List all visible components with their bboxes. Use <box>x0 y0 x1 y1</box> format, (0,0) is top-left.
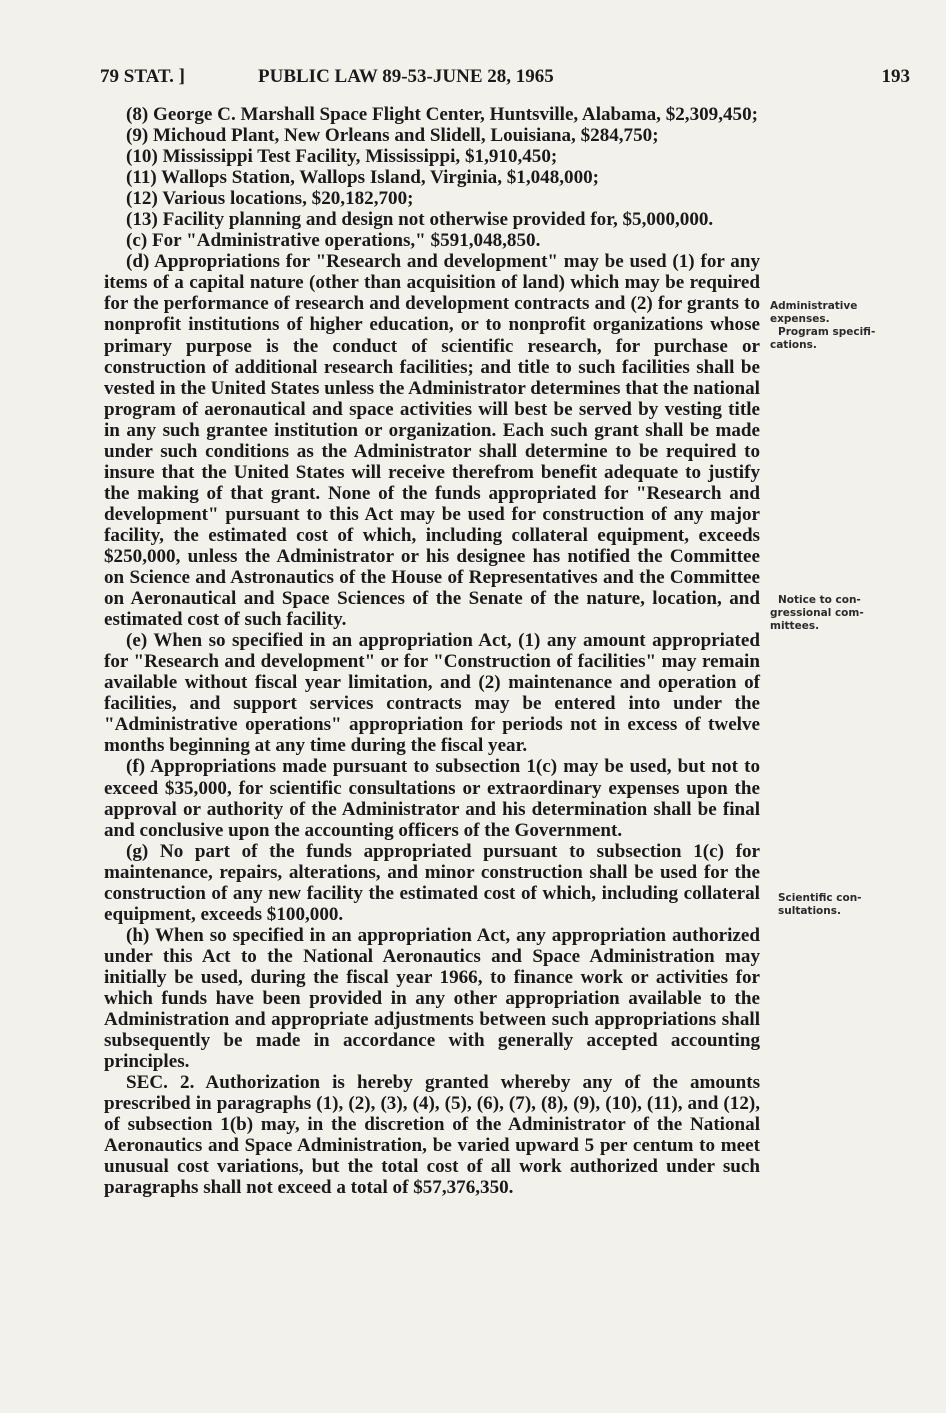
subsection-c: (c) For "Administrative operations," $591,048,850. <box>126 230 541 252</box>
subsection-g: (g) No part of the funds appropriated pursuant to subsection 1(c) for maintenance, repairs, alterations, and minor construction shall be used for the construction of any new facility the estimated cost of which, including collateral equipment, exceeds $100,000. <box>104 840 760 925</box>
page-number: 193 <box>881 66 910 87</box>
paragraph-11: (11) Wallops Station, Wallops Island, Virginia, $1,048,000; <box>126 167 600 189</box>
statute-reference: 79 STAT. ] <box>100 66 185 87</box>
margin-note-line: cations. <box>770 339 817 351</box>
section-2: SEC. 2. Authorization is hereby granted whereby any of the amounts prescribed in paragraphs (1), (2), (3), (4), (5), (6), (7), (8), (9), (10), (11), and (12), of subsection 1(b) may, in the discretion of the Administrator of the National Aeronautics and Space Administration, be varied upward 5 per centum to meet unusual cost variations, but the total cost of all work authorized under such paragraphs shall not exceed a total of $57,376,350. <box>104 1072 760 1199</box>
margin-note-administrative <box>770 300 900 352</box>
subsection-e: (e) When so specified in an appropriation Act, (1) any amount appropriated for "Research and development" or for "Construction of facilities" may remain available without fiscal year limitation, and (2) maintenance and operation of facilities, and support services contracts may be entered into under the "Administrative operations" appropriation for periods not in excess of twelve months beginning at any time during the fiscal year. <box>104 630 760 757</box>
margin-note-line: gressional com- <box>770 607 864 619</box>
margin-note-line: Notice to con- <box>778 594 861 606</box>
margin-note-line: expenses. <box>770 313 830 325</box>
margin-note-line: mittees. <box>770 620 820 632</box>
margin-note-scientific <box>770 892 900 918</box>
subsection-f: (f) Appropriations made pursuant to subsection 1(c) may be used, but not to exceed $35,000, for scientific consultations or extraordinary expenses upon the approval or authority of the Administrator and his determination shall be final and conclusive upon the accounting officers of the Government. <box>104 756 760 841</box>
paragraph-9: (9) Michoud Plant, New Orleans and Slidell, Louisiana, $284,750; <box>126 125 659 147</box>
paragraph-10: (10) Mississippi Test Facility, Mississippi, $1,910,450; <box>126 146 558 168</box>
margin-note-line: Scientific con- <box>778 892 862 904</box>
margin-note-line: Administrative <box>770 300 858 312</box>
paragraph-8: (8) George C. Marshall Space Flight Center, Huntsville, Alabama, $2,309,450; <box>126 104 758 125</box>
paragraph-12: (12) Various locations, $20,182,700; <box>126 188 414 210</box>
page-title: PUBLIC LAW 89-53-JUNE 28, 1965 <box>258 66 554 87</box>
paragraph-13: (13) Facility planning and design not otherwise provided for, $5,000,000. <box>126 209 714 231</box>
margin-note-line: Program specifi- <box>778 326 876 338</box>
margin-note-line: sultations. <box>778 905 841 917</box>
subsection-d: (d) Appropriations for "Research and development" may be used (1) for any items of a capital nature (other than acquisition of land) which may be required for the performance of research and development contracts and (2) for grants to nonprofit institutions of higher education, or to nonprofit organizations whose primary purpose is the conduct of scientific research, for purchase or construction of additional research facilities; and title to such facilities shall be vested in the United States unless the Administrator determines that the national program of aeronautical and space activities will best be served by vesting title in any such grantee institution or organization. Each such grant shall be made under such conditions as the Administrator shall determine to be required to insure that the United States will receive therefrom benefit adequate to justify the making of that grant. None of the funds appropriated for "Research and development" pursuant to this Act may be used for construction of any major facility, the estimated cost of which, including collateral equipment, exceeds $250,000, unless the Administrator or his designee has notified the Committee on Science and Astronautics of the House of Representatives and the Committee on Aeronautical and Space Sciences of the Senate of the nature, location, and estimated cost of such facility. <box>104 251 760 631</box>
subsection-h: (h) When so specified in an appropriation Act, any appropriation authorized under this Act to the National Aeronautics and Space Administration may initially be used, during the fiscal year 1966, to finance work or activities for which funds have been provided in any other appropriation available to the Administration and appropriate adjustments between such appropriations shall subsequently be made in accordance with generally accepted accounting principles. <box>104 924 760 1073</box>
margin-note-notice <box>770 594 900 633</box>
body-text <box>104 104 760 1198</box>
running-head <box>100 66 910 90</box>
